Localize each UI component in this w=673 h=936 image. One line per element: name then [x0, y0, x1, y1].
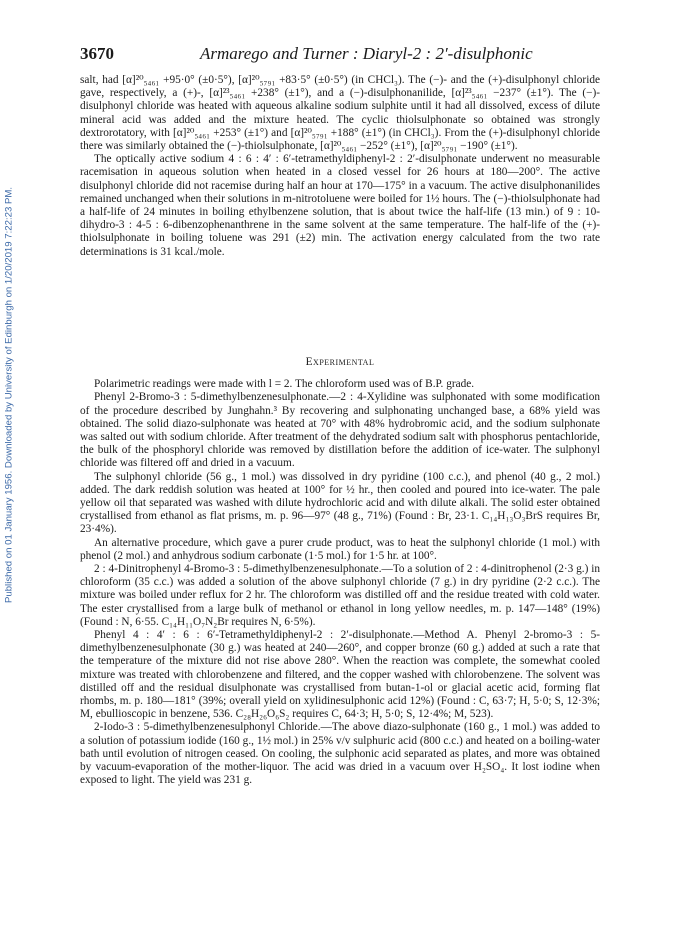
- paragraph: Phenyl 2-Bromo-3 : 5-dimethylbenzenesulphonate.—2 : 4-Xylidine was sulphonated with some modification of the procedure described by Junghahn.³ By recovering and sulphonating unchanged base, a 68% yield was obtained. The solid diazo-sulphonate was heated at 70° with 48% hydrobromic acid, and the sodium sulphonate was salted out with sodium chloride. After treatment of the dehydrated sodium salt with phosphorus pentachloride, the bulk of the phosphoryl chloride was removed by distillation before the addition of ice-water. The sulphonyl chloride was filtered off and dried in a vacuum.: [80, 391, 600, 470]
- page-header: [80, 44, 600, 64]
- paragraph: The optically active sodium 4 : 6 : 4′ : 6′-tetramethyldiphenyl-2 : 2′-disulphonate underwent no measurable racemisation in aqueous solution when heated in a closed vessel for 26 hours at 180—200°. The active disulphonyl chloride did not racemise during half an hour at 170—175° in a vacuum. The active disulphonanilides remained unchanged when their solutions in m-nitrotoluene were boiled for 1½ hours. The (−)-thiolsulphonate had a half-life of 24 minutes in boiling ethylbenzene solution, that is about twice the half-life (13 min.) of 9 : 10-dihydro-3 : 4-5 : 6-dibenzophenanthrene in the same solvent at the same temperature. The half-life of the (+)-thiolsulphonate in boiling toluene was 291 (±2) min. The activation energy calculated from the two rate determinations is 31 kcal./mole.: [80, 153, 600, 258]
- paragraph: An alternative procedure, which gave a purer crude product, was to heat the sulphonyl chloride (1 mol.) with phenol (2 mol.) and anhydrous sodium carbonate (1·5 mol.) for 1·5 hr. at 100°.: [80, 536, 600, 562]
- paragraph: The sulphonyl chloride (56 g., 1 mol.) was dissolved in dry pyridine (100 c.c.), and phenol (40 g., 2 mol.) added. The dark reddish solution was heated at 100° for ½ hr., then cooled and poured into ice-water. The pale yellow oil that separated was washed with dilute hydrochloric acid and with dilute alkali. The solid ester obtained crystallised from ethanol as flat prisms, m. p. 96—97° (48 g., 71%) (Found : Br, 23·1. C₁₄H₁₃O₃BrS requires Br, 23·4%).: [80, 470, 600, 536]
- experimental-section: [80, 356, 600, 788]
- publication-note: Published on 01 January 1956. Downloaded by University of Edinburgh on 1/20/2019 7:22:23 PM.: [3, 186, 15, 604]
- paragraph: 2 : 4-Dinitrophenyl 4-Bromo-3 : 5-dimethylbenzenesulphonate.—To a solution of 2 : 4-dinitrophenol (2·3 g.) in chloroform (35 c.c.) was added a solution of the above sulphonyl chloride (7 g.) in dry pyridine (2·2 c.c.). The mixture was boiled under reflux for 2 hr. The chloroform was distilled off and the residue treated with cold water. The ester crystallised from a large bulk of methanol or ethanol in long yellow needles, m. p. 147—148° (19%) (Found : N, 6·55. C₁₄H₁₁O₇N₂Br requires N, 6·5%).: [80, 563, 600, 628]
- paragraph: salt, had [α]²⁰₅₄₆₁ +95·0° (±0·5°), [α]²⁰₅₇₉₁ +83·5° (±0·5°) (in CHCl₃). The (−)- and the (+)-disulphonyl chloride gave, respectively, a (+)-, [α]²³₅₄₆₁ +238° (±1°), and a (−)-disulphonanilide, [α]²³₅₄₆₁ −237° (±1°). The (−)-disulphonyl chloride was heated with aqueous alkaline sodium sulphite until it had all dissolved, excess of dilute mineral acid was added and the mixture heated. The cyclic thiolsulphonate so obtained was strongly dextrorotatory, with [α]²⁰₅₄₆₁ +253° (±1°) and [α]²⁰₅₇₉₁ +188° (±1°) (in CHCl₃). From the (+)-disulphonyl chloride there was similarly obtained the (−)-thiolsulphonate, [α]²⁰₅₄₆₁ −252° (±1°), [α]²⁰₅₇₉₁ −190° (±1°).: [80, 74, 600, 153]
- running-title: Armarego and Turner : Diaryl-2 : 2′-disulphonic: [200, 44, 533, 63]
- intro-text: [80, 74, 600, 259]
- section-heading: Experimental: [305, 356, 375, 368]
- publication-watermark: [2, 160, 16, 630]
- paragraph: 2-Iodo-3 : 5-dimethylbenzenesulphonyl Chloride.—The above diazo-sulphonate (160 g., 1 mol.) was added to a solution of potassium iodide (160 g., 1½ mol.) in 25% v/v sulphuric acid (800 c.c.) and heated on a boiling-water bath until evolution of nitrogen ceased. On cooling, the sulphonic acid separated as plates, and more was obtained by vacuum-evaporation of the mother-liquor. The acid was dried in a vacuum over H₂SO₄. It lost iodine when exposed to light. The yield was 231 g.: [80, 721, 600, 787]
- paragraph: Polarimetric readings were made with l = 2. The chloroform used was of B.P. grade.: [94, 378, 475, 391]
- page-number: 3670: [80, 44, 114, 63]
- paragraph: Phenyl 4 : 4′ : 6 : 6′-Tetramethyldiphenyl-2 : 2′-disulphonate.—Method A. Phenyl 2-bromo-3 : 5-dimethylbenzenesulphonate (30 g.) was heated at 240—260°, and copper bronze (60 g.) added at such a rate that the temperature of the mixture did not rise above 280°. When the reaction was complete, the somewhat cooled mixture was treated with chlorobenzene and filtered, and the copper washed with chlorobenzene. The solvent was distilled off and the residual disulphonate was crystallised from butan-1-ol or glacial acetic acid, forming flat rhombs, m. p. 180—181° (39%; overall yield on xylidinesulphonic acid 12%) (Found : C, 63·7; H, 5·0; S, 12·3%; M, ebullioscopic in benzene, 536. C₂₈H₂₆O₆S₂ requires C, 64·3; H, 5·0; S, 12·4%; M, 523).: [80, 629, 600, 721]
